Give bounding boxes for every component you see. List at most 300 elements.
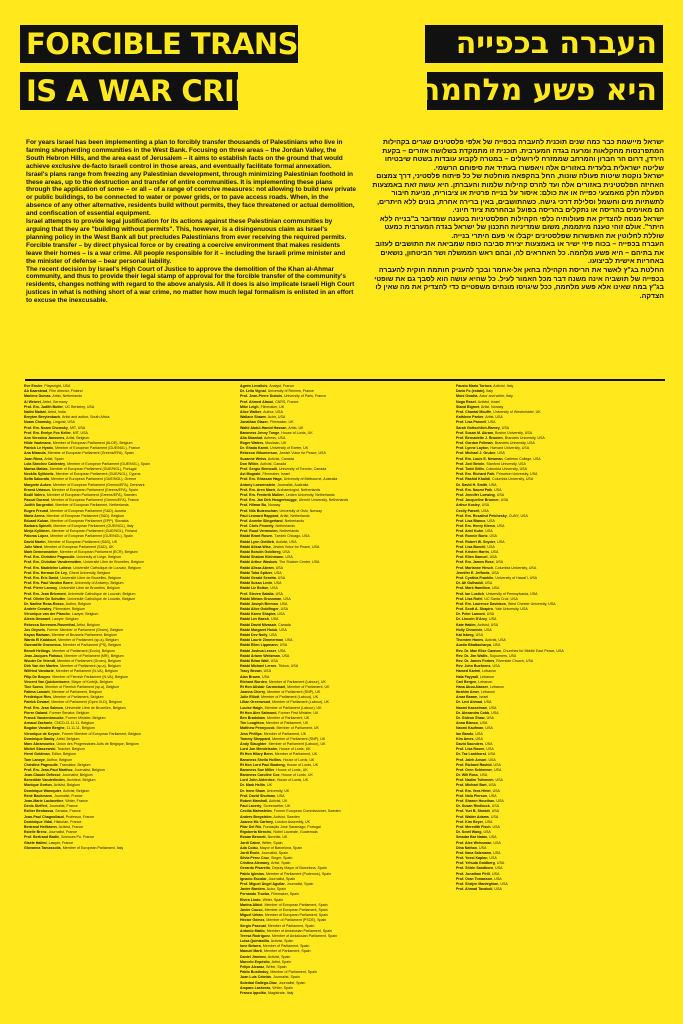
signatory-affiliation: London Assembly, UK	[274, 819, 311, 824]
signatory-name: Joanna Cherry	[240, 690, 266, 695]
signatory-affiliation: Riverside Church, USA	[496, 658, 534, 663]
signatory-affiliation: Member of Parliament, UK	[287, 684, 330, 689]
signatory-name: Luisa Quintanilla	[240, 939, 269, 944]
signatory-affiliation: Artist, Spain	[271, 861, 291, 866]
signatory-entry: Tom Lanoye, Author, Belgium	[24, 757, 73, 762]
signatory-entry: Dr. David H. Smith, USA	[456, 482, 497, 487]
signatory-affiliation: Lebanon	[481, 690, 496, 695]
signatory-entry: René Backmann, Journalist, France	[24, 793, 83, 798]
signatory-affiliation: Member of Parliament (sp.a), Belgium	[58, 638, 119, 643]
signatory-entry: Joanna Cherry, Member of Parliament (SNP), UK	[240, 690, 321, 695]
signatory-entry: Ernest Urtasun, Member of European Parliament (Greens/EFA), Spain	[24, 487, 138, 492]
signatory-entry: Prof. Chris Finnerty, Netherlands	[240, 524, 295, 529]
signatory-name: Javier Bardem	[240, 887, 265, 892]
signatory-entry: Gerardo Pisarello, Deputy Mayor of Barcelona, Spain	[240, 866, 327, 871]
signatory-name: Prof. Ellen Samuel	[456, 555, 488, 560]
signatory-affiliation: Writer, Spain	[261, 840, 283, 845]
statement-en-paragraph: Forcible transfer – by direct physical force or by creating a coercive environment that makes residents leave their homes – is a war crime. All people responsible for it – including the Israeli prime minister and the minister of defense – bear personal liability.	[26, 241, 346, 265]
signatory-affiliation: USA	[481, 508, 489, 513]
signatory-affiliation: USA	[479, 721, 488, 726]
signatory-name: Frédérique Ries	[24, 695, 52, 700]
signatory-entry: Rabbi Alissa Abram, USA	[240, 565, 284, 570]
signatory-entry: Michel Staszewski, Teacher, Belgium	[24, 747, 85, 752]
signatory-entry: Mark Demesmaeker, Member of European Parliament (ECR), Belgium	[24, 550, 138, 554]
signatory-affiliation: USA	[495, 866, 503, 871]
signatory-entry: Amparo Lasheras, Writer, Spain	[240, 985, 293, 990]
signatory-name: Prof. Richard Rashid	[456, 762, 492, 767]
signatory-affiliation: University of Oslo, Norway	[279, 508, 322, 513]
signatory-name: Henri Goldman	[24, 752, 50, 757]
signatory-name: Teresa Rodríguez	[240, 933, 270, 938]
signatory-name: Ab Kaarstead	[24, 389, 48, 394]
signatory-affiliation: USA	[488, 783, 496, 788]
signatory-name: Matthew Pennycook	[240, 726, 275, 731]
signatory-entry: Filip De Bruyne, Member of Flemish Parliament (N-VA), Belgium	[24, 674, 128, 679]
signatory-entry: Rev. Dr. James Forbes, Riverside Church, USA	[456, 658, 534, 663]
headline-en-line2	[20, 72, 282, 110]
signatory-name: Patrick Dewael	[24, 700, 50, 705]
signatory-affiliation: Member of European Parliament (Greens/EFA), Spain	[47, 451, 134, 456]
signatory-affiliation: USA	[488, 705, 497, 710]
signatory-entry: Wilfried Vandaele, Member of Parliament (N-VA), Belgium	[24, 669, 118, 674]
signatory-name: Prof. Jean-Pierre Dubois	[240, 394, 282, 399]
signatory-name: Prof. Todd Gitlin	[456, 467, 484, 471]
signatory-affiliation: Lebanon	[482, 669, 497, 674]
statement-en-paragraph: Israel attempts to provide legal justification for its actions against these Palestinian communities by arguing that they are "building without permits". This, however, is a disingenuous claim as Israel's planning policy in the West Bank all but precludes Palestinians from ever receiving the required permits.	[26, 218, 347, 241]
signatory-affiliation: Activist, Belgium	[63, 788, 90, 793]
signatory-name: Kathleen Parker	[456, 415, 484, 420]
signatory-name: Dr. Will Ross	[456, 773, 478, 778]
signatory-name: Merja Kyllönen	[24, 529, 50, 534]
headline-banner	[20, 25, 663, 113]
signatory-name: Rev. John Buehrens	[456, 664, 491, 669]
signatory-entry: Prof. Ronnie Bortz, USA	[456, 534, 497, 539]
signatory-name: Rev. Dr. James Forbes	[456, 658, 495, 663]
signatory-name: Suzanne Weiss	[240, 456, 267, 461]
signatory-affiliation: Université Catholique de Louvain, Belgium	[73, 565, 142, 570]
signatory-entry: Jean-Claude Defossé, Journalist, Belgium	[24, 773, 93, 778]
signatory-affiliation: Member of Parliament (Labour), UK	[272, 700, 330, 705]
signatory-affiliation: Carleton College, USA	[504, 456, 541, 461]
signatory-entry: Carl Bergen, Lebanon	[456, 679, 493, 684]
signatory-entry: Kathleen Parker, Artist, USA	[456, 415, 503, 420]
signatory-name: Kate Hakim	[456, 622, 476, 627]
signatory-name: Pablo Bustinduy	[240, 970, 269, 975]
signatory-entry: Prof. Sergio Bernoulli, University of Toronto, Canada	[240, 467, 327, 471]
signatory-entry: Prof. Em. Jean Salmon, Université Libre de Bruxelles, Belgium	[24, 705, 126, 710]
signatory-name: Dr. Lincoln D'Arcy	[456, 617, 488, 622]
signatory-entry: Dr. Ali Gulhaddi, USA	[456, 581, 493, 586]
signatory-list	[24, 384, 668, 1018]
statement-en-paragraph: For years Israel has been implementing a plan to forcibly transfer thousands of Palestinians who live in farming shepherding communities in the West Bank. Focusing on three areas – the Jordan Valley, the South Hebron Hills, and the area east of Jerusalem – it aims to establish facts on the ground that would achieve exclusive de-facto Israeli control in those areas, and eventually facilitate formal annexation.	[26, 139, 343, 170]
signatory-name: Thorsten Hanes	[456, 638, 484, 643]
signatory-entry: Denis Sieffert, Journalist, France	[24, 804, 78, 809]
signatory-affiliation: Filmmaker, Israel	[262, 472, 290, 477]
signatory-entry: Prof. Lisa Pannell, USA	[456, 420, 496, 425]
signatory-entry: David Saunders, USA	[456, 741, 493, 746]
signatory-affiliation: USA	[490, 814, 499, 819]
signatory-name: Gerardo Pisarello	[240, 866, 270, 871]
signatory-name: Prof. Lisa Buechl	[456, 544, 486, 549]
signatory-entry: Prof. Bertrand Badie, Sciences Po, France	[24, 835, 95, 840]
signatory-entry: Hala Fayyadi, Lebanon	[456, 674, 494, 679]
signatory-affiliation: MIT, USA	[72, 430, 88, 435]
signatory-entry: Tine Soens, Member of Flemish Parliament (sp.a), Belgium	[24, 684, 120, 689]
signatory-entry: Eugen Freund, Member of European Parliament (S&D), Austria	[24, 508, 126, 513]
signatory-affiliation: Member of Flemish Parliament (sp.a), Belgium	[45, 684, 120, 689]
signatory-entry: Marisa Matias, Member of European Parliament (GUE/NGL), Portugal	[24, 467, 137, 471]
signatory-affiliation: USA	[274, 581, 282, 586]
signatory-affiliation: Writer, Spain	[272, 985, 293, 990]
signatory-name: Ignacio Escolar	[240, 876, 267, 881]
signatory-affiliation: Author, Belgium	[65, 601, 91, 606]
signatory-affiliation: USA	[281, 653, 290, 658]
signatory-entry: Prof. Em. Christine Pagnoulle, University of Liège, Belgium	[24, 555, 122, 560]
signatory-entry: Prof. Shirin Sandborn, USA	[456, 866, 503, 871]
signatory-affiliation: USA	[484, 581, 493, 586]
signatory-entry: Giovanna Tamassolla, Member of European Parliament, Italy	[24, 845, 124, 850]
signatory-affiliation: UK	[266, 783, 272, 788]
signatory-name: Bogdan Vanden Berghe	[24, 726, 65, 731]
signatory-entry: Ana Miranda, Member of European Parliament (Greens/EFA), Spain	[24, 451, 134, 456]
signatory-affiliation: Mayor of Barcelona, Spain	[259, 845, 303, 850]
signatory-affiliation: USA	[488, 420, 496, 425]
signatory-entry: Rabbi Alissa Wise, Jewish Voice for Peace, USA	[240, 544, 320, 549]
signatory-column-2	[240, 384, 445, 1016]
signatory-affiliation: USA	[491, 710, 499, 715]
signatory-entry: Marlene Dumas, Artist, Netherlands	[24, 394, 82, 399]
signatory-name: Rabbi Gerald Serotta	[240, 575, 276, 580]
signatory-name: Dirk Van der Maelen	[24, 664, 59, 669]
signatory-affiliation: Member of European Parliament (ECR), Belgium	[59, 550, 138, 554]
signatory-name: Juan Luis Cebrián	[240, 975, 272, 980]
signatory-name: Fernando Trueba	[240, 892, 270, 897]
signatory-name: Prof. Susan M. Akram	[456, 430, 494, 435]
signatory-entry: Austin Bhattacharya, USA	[456, 643, 501, 648]
signatory-entry: Baroness Sheila Hollins, House of Lords, UK	[240, 757, 315, 762]
signatory-name: Marisa Matias	[24, 467, 48, 471]
signatory-entry: Pablo Bustinduy, Member of Parliament, Spain	[240, 970, 317, 975]
signatory-name: Prof. Em. Jean Bricmont	[24, 591, 66, 596]
signatory-affiliation: Yale University, USA	[494, 607, 528, 612]
signatory-name: Prof. Yossi Kaplan	[456, 856, 488, 861]
statement-en-paragraph: The recent decision by Israel's High Court of Justice to approve the demolition of the Khan al-Ahmar community, and thus to provide their legal stamp of approval for the forcible transfer of the community's residents, changes nothing with regard to the above analysis. All it does is also implicate Israeli High Court justices in what is nothing short of a war crime, no matter how much legal formalism is enlisted in an effort to excuse the inexcusable.	[26, 265, 355, 305]
signatory-affiliation: Ghent University, Belgium	[68, 570, 111, 575]
signatory-affiliation: Analyst, France	[269, 384, 295, 388]
signatory-affiliation: USA	[485, 726, 493, 731]
signatory-entry: Bogdan Vanden Berghe, 11.11.11, Belgium	[24, 726, 95, 731]
signatory-affiliation: Sciences Po, France	[60, 835, 95, 840]
signatory-name: Jean-Marie Laclavetine	[24, 799, 64, 803]
signatory-entry: Prof. Michael J. Gruber, USA	[456, 451, 505, 456]
signatory-entry: Fernando Trueba, Filmmaker, Spain	[240, 892, 299, 897]
signatory-affiliation: Writer, France	[65, 799, 88, 803]
signatory-affiliation: Norway	[268, 503, 281, 508]
signatory-affiliation: CNRS, France	[275, 399, 299, 404]
signatory-name: Prof. Bertrand Badie	[24, 835, 59, 840]
signatory-affiliation: Member of Parliament, UK	[263, 731, 307, 736]
signatory-name: Prof. Jennifer Loewing	[456, 492, 495, 497]
signatory-entry: Prof. Steven Salaita, USA	[240, 591, 283, 596]
signatory-name: Prof. Em. Madeleine Latteur	[24, 565, 72, 570]
signatory-affiliation: House of Lords, UK	[281, 773, 313, 778]
signatory-affiliation: USA	[484, 700, 492, 705]
signatory-entry: Eve Ensler, Playwright, USA	[24, 384, 71, 388]
signatory-affiliation: Mayor of Kortrijk, Belgium	[71, 679, 113, 684]
signatory-name: Hamed Karimi	[456, 669, 481, 674]
signatory-affiliation: Activist, Belgium	[53, 783, 80, 788]
signatory-entry: Prof. Chantal Mouffe, University of Westminster, UK	[456, 409, 541, 414]
signatory-entry: Rev. Dr. Jim Wallis, Sojourners, USA	[456, 653, 517, 658]
signatory-entry: Prof. Anneke Slingerland, Netherlands	[240, 518, 304, 523]
signatory-entry: Jordi Évole, Journalist, Spain	[240, 850, 288, 855]
signatory-entry: Rabbi Susan Levin, USA	[240, 581, 282, 586]
signatory-entry: Prof. Meredith Fisch, USA	[456, 824, 500, 829]
signatory-entry: Prof. Bernadette J. Brooten, Brandeis University, USA	[456, 435, 545, 440]
signatory-name: Pilar Del Río	[240, 824, 262, 829]
signatory-name: Rebecca Sorensen-Rosenthal	[24, 622, 75, 627]
signatory-name: Dr. Taz Lankhorst	[456, 752, 486, 757]
signatory-entry: Walid Abdul-Hamid Hassan, Artist, UK	[240, 425, 304, 430]
signatory-name: Arthur Kosley	[456, 503, 480, 508]
signatory-affiliation: Member of Parliament, UK	[276, 726, 319, 731]
signatory-name: Wallace Shawn	[240, 415, 266, 420]
signatory-name: Julie Elliott	[240, 695, 260, 700]
signatory-name: Dr. Scott Wang	[456, 830, 482, 835]
signatory-name: Austin Bhattacharya	[456, 643, 491, 648]
signatory-affiliation: USA	[475, 731, 483, 736]
statement-he-paragraph: ישראל מנסה להצדיק את פעולותיה כלפי הקהילות הפלסטיניות בטענה שמדובר ב"בנייה ללא היתר". אולם זוהי טענה מיתממת, משום שמדיניות התכנון של ישראל בגדה המערבית כמעט שוללת לחלוטין את האפשרות שפלסטינים יקבלו אי פעם היתרי בנייה.	[379, 215, 664, 240]
signatory-entry: Alexis Deswaef, Lawyer, Belgium	[24, 617, 79, 622]
signatory-affiliation: USA	[487, 544, 495, 549]
signatory-name: Dr. Levi Ahmad	[456, 700, 483, 705]
signatory-name: Dr. Peter Lamont	[456, 612, 485, 617]
signatory-entry: Louise Haigh, Member of Parliament (Labour), UK	[240, 705, 322, 710]
signatory-affiliation: USA	[491, 809, 500, 814]
signatory-entry: Prof. Mark Hamilton, USA	[456, 586, 500, 591]
signatory-entry: Alan Brown, USA	[240, 674, 270, 679]
signatory-affiliation: Filmmaker, UK	[269, 420, 294, 425]
signatory-entry: Ann Veronica Janssens, Artist, Belgium	[24, 435, 90, 440]
signatory-entry: Arthur Kosley, USA	[456, 503, 490, 508]
signatory-entry: Pascal Durand, Member of European Parliament (Greens/EFA), France	[24, 498, 140, 503]
signatory-name: Robert Marshall	[240, 799, 268, 803]
signatory-name: Prof. Olivier De Schutter	[24, 596, 66, 601]
signatory-entry: Prof. Kristen Harris, USA	[456, 550, 499, 554]
signatory-name: Tommy Sheppard	[240, 736, 271, 741]
signatory-affiliation: Activist, Canada	[267, 456, 294, 461]
signatory-name: Rabbi Alissa Wise	[240, 544, 271, 549]
signatory-affiliation: Member of Parliament (PSOE), Spain	[266, 918, 327, 923]
statement-he-paragraph: ישראל מיישמת כבר כמה שנים תוכנית להעברה בכפייה של אלפי פלסטינים שגרים בקהילות המתפרנסות מחקלאות ומרעה בגדה המערבית. תוכנית זו מתמקדת בשלושה אזורים – בקעת הירדן, דרום הר חברון והמרחב שממזרח לירושלים – במטרה לקבוע עובדות בשטח שיבטיחו שליטה ישראלית בלעדית באזורים אלה ויאפשרו בעתיד את סיפוחם הרשמי.	[382, 139, 664, 172]
signatory-name: Rabbi Alice Goldfinger	[240, 607, 279, 612]
signatory-affiliation: USA	[285, 555, 293, 560]
signatory-name: Prof. Em. Naomi Paik	[456, 487, 493, 492]
signatory-entry: Rt Hon Hilary Benn, Member of Parliament, UK	[240, 752, 318, 757]
signatory-name: Cecilia Malmström	[240, 809, 272, 814]
signatory-affiliation: USA	[485, 529, 493, 534]
signatory-affiliation: Member of Andalusian Parliament, Spain	[271, 933, 338, 938]
signatory-entry: Rebecca Vilkomerson, Jewish Voice for Peace, USA	[240, 451, 326, 456]
signatory-affiliation: USA	[278, 648, 286, 653]
signatory-affiliation: Author, USA	[263, 409, 283, 414]
signatory-name: Prof. Hilmar Bu	[240, 503, 267, 508]
signatory-entry: Prof. Michael Bart, USA	[456, 783, 496, 788]
signatory-name: Marina Albiol	[240, 902, 263, 907]
signatory-entry: Rabbi Joseph Berman, USA	[240, 601, 288, 606]
signatory-name: Prof. Alex Weissman	[456, 840, 492, 845]
signatory-name: Prof. Sergio Bernoulli	[240, 467, 277, 471]
signatory-entry: Patrick Dewael, Member of Parliament (Open VLD), Belgium	[24, 700, 122, 705]
signatory-affiliation: University of Rennes, France	[267, 389, 315, 394]
signatory-affiliation: USA	[279, 601, 288, 606]
signatory-name: Prof. Shrijen Manteghian	[456, 882, 499, 886]
signatory-entry: Rt Hon Alistair Carmichael, Member of Parliament, UK	[240, 684, 330, 689]
statement-he-paragraph: העברה בכפייה – בכוח פיזי ישיר או באמצעות יצירת סביבה כופה שמביאה את התושבים לעזוב את בתיהם – היא פשע מלחמה. כל האחראים לה, ובהם ראש הממשלה ושר הביטחון, נושאים באחריות אישית לביצועו.	[375, 241, 664, 266]
signatory-name: Judith Sargentini	[24, 503, 54, 508]
signatory-entry: Bodil Valero, Member of European Parliament (Greens/EFA), Sweden	[24, 492, 137, 497]
signatory-affiliation: Film director, Finland	[49, 389, 83, 394]
signatory-name: Prof. Jonathan Pirill	[456, 871, 490, 876]
signatory-affiliation: Member of Parliament, UK	[265, 721, 309, 726]
signatory-name: Prof. Nils Butenschøn	[240, 508, 278, 513]
signatory-name: Lord John Alderdice	[240, 778, 275, 783]
signatory-entry: Andy Slaughter, Member of Parliament (Labour), UK	[240, 741, 326, 746]
signatory-name: Prof. Shirin Sandborn	[456, 866, 494, 871]
signatory-name: Prof. Bernadette J. Brooten	[456, 435, 503, 440]
signatory-name: Rev. Dr. Jim Wallis	[456, 653, 488, 658]
signatory-name: Monique Gorton	[24, 783, 52, 788]
signatory-affiliation: Member of Parliament (Labour), UK	[268, 741, 326, 746]
signatory-entry: Prof. Em. Eric David, Université Libre de Bruxelles, Belgium	[24, 575, 122, 580]
signatory-name: Prof. Em. Christian Vandermotten	[24, 560, 82, 565]
signatory-name: Dr. David H. Smith	[456, 482, 488, 487]
signatory-name: Prof. Em. Noam Chomsky	[24, 425, 68, 430]
signatory-entry: Ronan Bennett, Novelist, UK	[240, 835, 288, 840]
signatory-affiliation: CNCD-11.11.11, Belgium	[54, 721, 95, 726]
signatory-name: Prof. Chris Finnerty	[240, 524, 274, 529]
signatory-name: Prof. Em. Herman De Ley	[24, 570, 67, 575]
signatory-name: Lola Sánchez Caldentey	[24, 461, 66, 466]
signatory-name: Joanne Mc Cartney	[240, 819, 273, 824]
signatory-affiliation: Member of European Parliament (S&D), UK	[44, 544, 114, 549]
signatory-entry: Ian Bando, USA	[456, 731, 483, 736]
signatory-name: Prof. Em. Henry Klemn	[456, 524, 495, 529]
signatory-affiliation: University of Paris, France	[283, 394, 327, 399]
signatory-entry: Sarah Gottschlich-Ramey, USA	[456, 425, 510, 430]
signatory-affiliation: Writer, Spain	[266, 965, 287, 969]
signatory-affiliation: Union des Progressistes Juifs de Belgique, Belgium	[56, 741, 139, 746]
signatory-name: Prof. Ian Lustick	[456, 591, 484, 596]
signatory-affiliation: Artist, India	[47, 409, 66, 414]
signatory-name: Rabbi Brian Walt	[240, 658, 269, 663]
signatory-affiliation: Netherlands	[275, 524, 295, 529]
signatory-affiliation: Activist, France	[58, 824, 84, 829]
signatory-entry: Esther Benbassa, Senator, France	[24, 809, 81, 814]
signatory-name: Smadar Bar Natan	[456, 835, 488, 840]
signatory-entry: Rabbi Margaret Holub, USA	[240, 627, 287, 632]
signatory-affiliation: University of Hawaiʻi, USA	[495, 575, 538, 580]
signatory-name: Prof. Rashid Khalidi	[456, 477, 491, 482]
signatory-affiliation: Lawyer, Belgium	[52, 617, 79, 622]
signatory-entry: Baroness Jenny Tonge, House of Lords, UK	[240, 430, 313, 435]
signatory-affiliation: Tzedek Chicago, USA	[274, 534, 310, 539]
signatory-entry: Dr. Leila Vignal, University of Rennes, France	[240, 389, 315, 394]
signatory-affiliation: USA	[490, 550, 499, 554]
signatory-name: Ben Bradshaw	[240, 716, 265, 720]
signatory-affiliation: Member of European Parliament (Greens/EFA), Spain	[51, 487, 138, 492]
signatory-affiliation: USA	[495, 778, 503, 783]
signatory-name: Rabbi Toba Spitzer	[240, 570, 273, 575]
signatory-name: Rabbi Borukh Goldberg	[240, 550, 281, 554]
signatory-name: Stand Bigmet	[456, 404, 480, 409]
signatory-affiliation: Member of European Parliament, Italy	[62, 845, 124, 850]
signatory-name: Rabbi Miriam Grossman	[240, 596, 282, 601]
signatory-affiliation: Journalist, Belgium	[62, 773, 93, 778]
signatory-entry: Prof. Em. Vera Hirtel, USA	[456, 788, 500, 793]
signatory-name: Noga Rosel	[456, 399, 476, 404]
signatory-name: Franck Vandenbroucke	[24, 716, 64, 720]
signatory-entry: Rabbi Arthur Waskow, The Shalom Center, USA	[240, 560, 320, 565]
signatory-affiliation: Member of Parliament (Ecolo), Belgium	[52, 648, 115, 653]
signatory-affiliation: USA	[274, 570, 282, 575]
signatory-entry: Hilde Vautmans, Member of European Parliament (ALDE), Belgium	[24, 441, 133, 446]
signatory-affiliation: USA	[496, 861, 505, 866]
signatory-name: Prof. Lynne Layton	[456, 446, 489, 451]
signatory-entry: Prof. Marianne Hirsch, Columbia University, USA	[456, 565, 537, 570]
signatory-entry: Rabbi Ellen Lippmann, USA	[240, 643, 288, 648]
signatory-name: David Saunders	[456, 741, 484, 746]
signatory-affiliation: Former Member of Parliament (Groen), Belgium	[46, 627, 124, 632]
signatory-entry: Juan Luis Cebrián, Journalist, Spain	[240, 975, 300, 980]
signatory-entry: Sílvia Pérez Cruz, Singer, Spain	[240, 856, 293, 861]
signatory-name: Alice Walker	[240, 409, 262, 414]
signatory-affiliation: CUNY, USA	[508, 513, 528, 518]
signatory-affiliation: Filmmaker, Belgium	[53, 607, 85, 612]
signatory-name: Ione Belarra	[240, 944, 261, 949]
signatory-entry: Rabbi Brant Rosen, Tzedek Chicago, USA	[240, 534, 310, 539]
signatory-entry: Judith Sargentini, Member of European Parliament, Netherlands	[24, 503, 129, 508]
signatory-affiliation: Member of Andalusian Parliament, Spain	[266, 928, 332, 933]
signatory-affiliation: Université Catholique de Louvain, Belgium	[67, 591, 136, 596]
signatory-name: Alia Shawkat	[240, 435, 263, 440]
signatory-affiliation: USA	[475, 736, 483, 741]
signatory-affiliation: Filmmaker, Spain	[271, 892, 299, 897]
signatory-name: Franco Ippolito	[240, 990, 266, 995]
signatory-entry: Prof. Ian Lustick, University of Pennsylvania, USA	[456, 591, 538, 596]
signatory-name: Prof. Lisa Pannell	[456, 420, 487, 425]
signatory-affiliation: Lebanon	[478, 679, 493, 684]
signatory-name: Dr. Mark Hellin	[240, 783, 265, 788]
signatory-name: Filip De Bruyne	[24, 674, 51, 679]
signatory-name: Rabbi Liz Bolton	[240, 586, 269, 591]
signatory-name: Marcelo Expósito	[240, 959, 270, 964]
signatory-name: Barbara Spinelli	[24, 524, 52, 529]
signatory-name: Kayan Radwan	[24, 633, 50, 637]
signatory-entry: Hamed Karimi, Lebanon	[456, 669, 497, 674]
signatory-entry: Prof. Em. James Rose, USA	[456, 560, 504, 565]
signatory-entry: Rabbi Liz Bolton, USA	[240, 586, 278, 591]
signatory-entry: Prof. Ruud Vermeulen, Netherlands	[240, 529, 299, 534]
signatory-affiliation: Artist, UK	[288, 425, 304, 430]
signatory-affiliation: Magistrate, Italy	[267, 990, 294, 995]
signatory-affiliation: USA	[496, 799, 504, 803]
signatory-name: Dr. Susan Riedbock	[456, 804, 490, 809]
signatory-entry: Alia Shawkat, Actress, USA	[240, 435, 286, 440]
signatory-name: Rabbi Ellen Lippmann	[240, 643, 278, 648]
signatory-affiliation: USA	[275, 591, 283, 596]
signatory-name: Dr. Ali Gulhaddi	[456, 581, 483, 586]
